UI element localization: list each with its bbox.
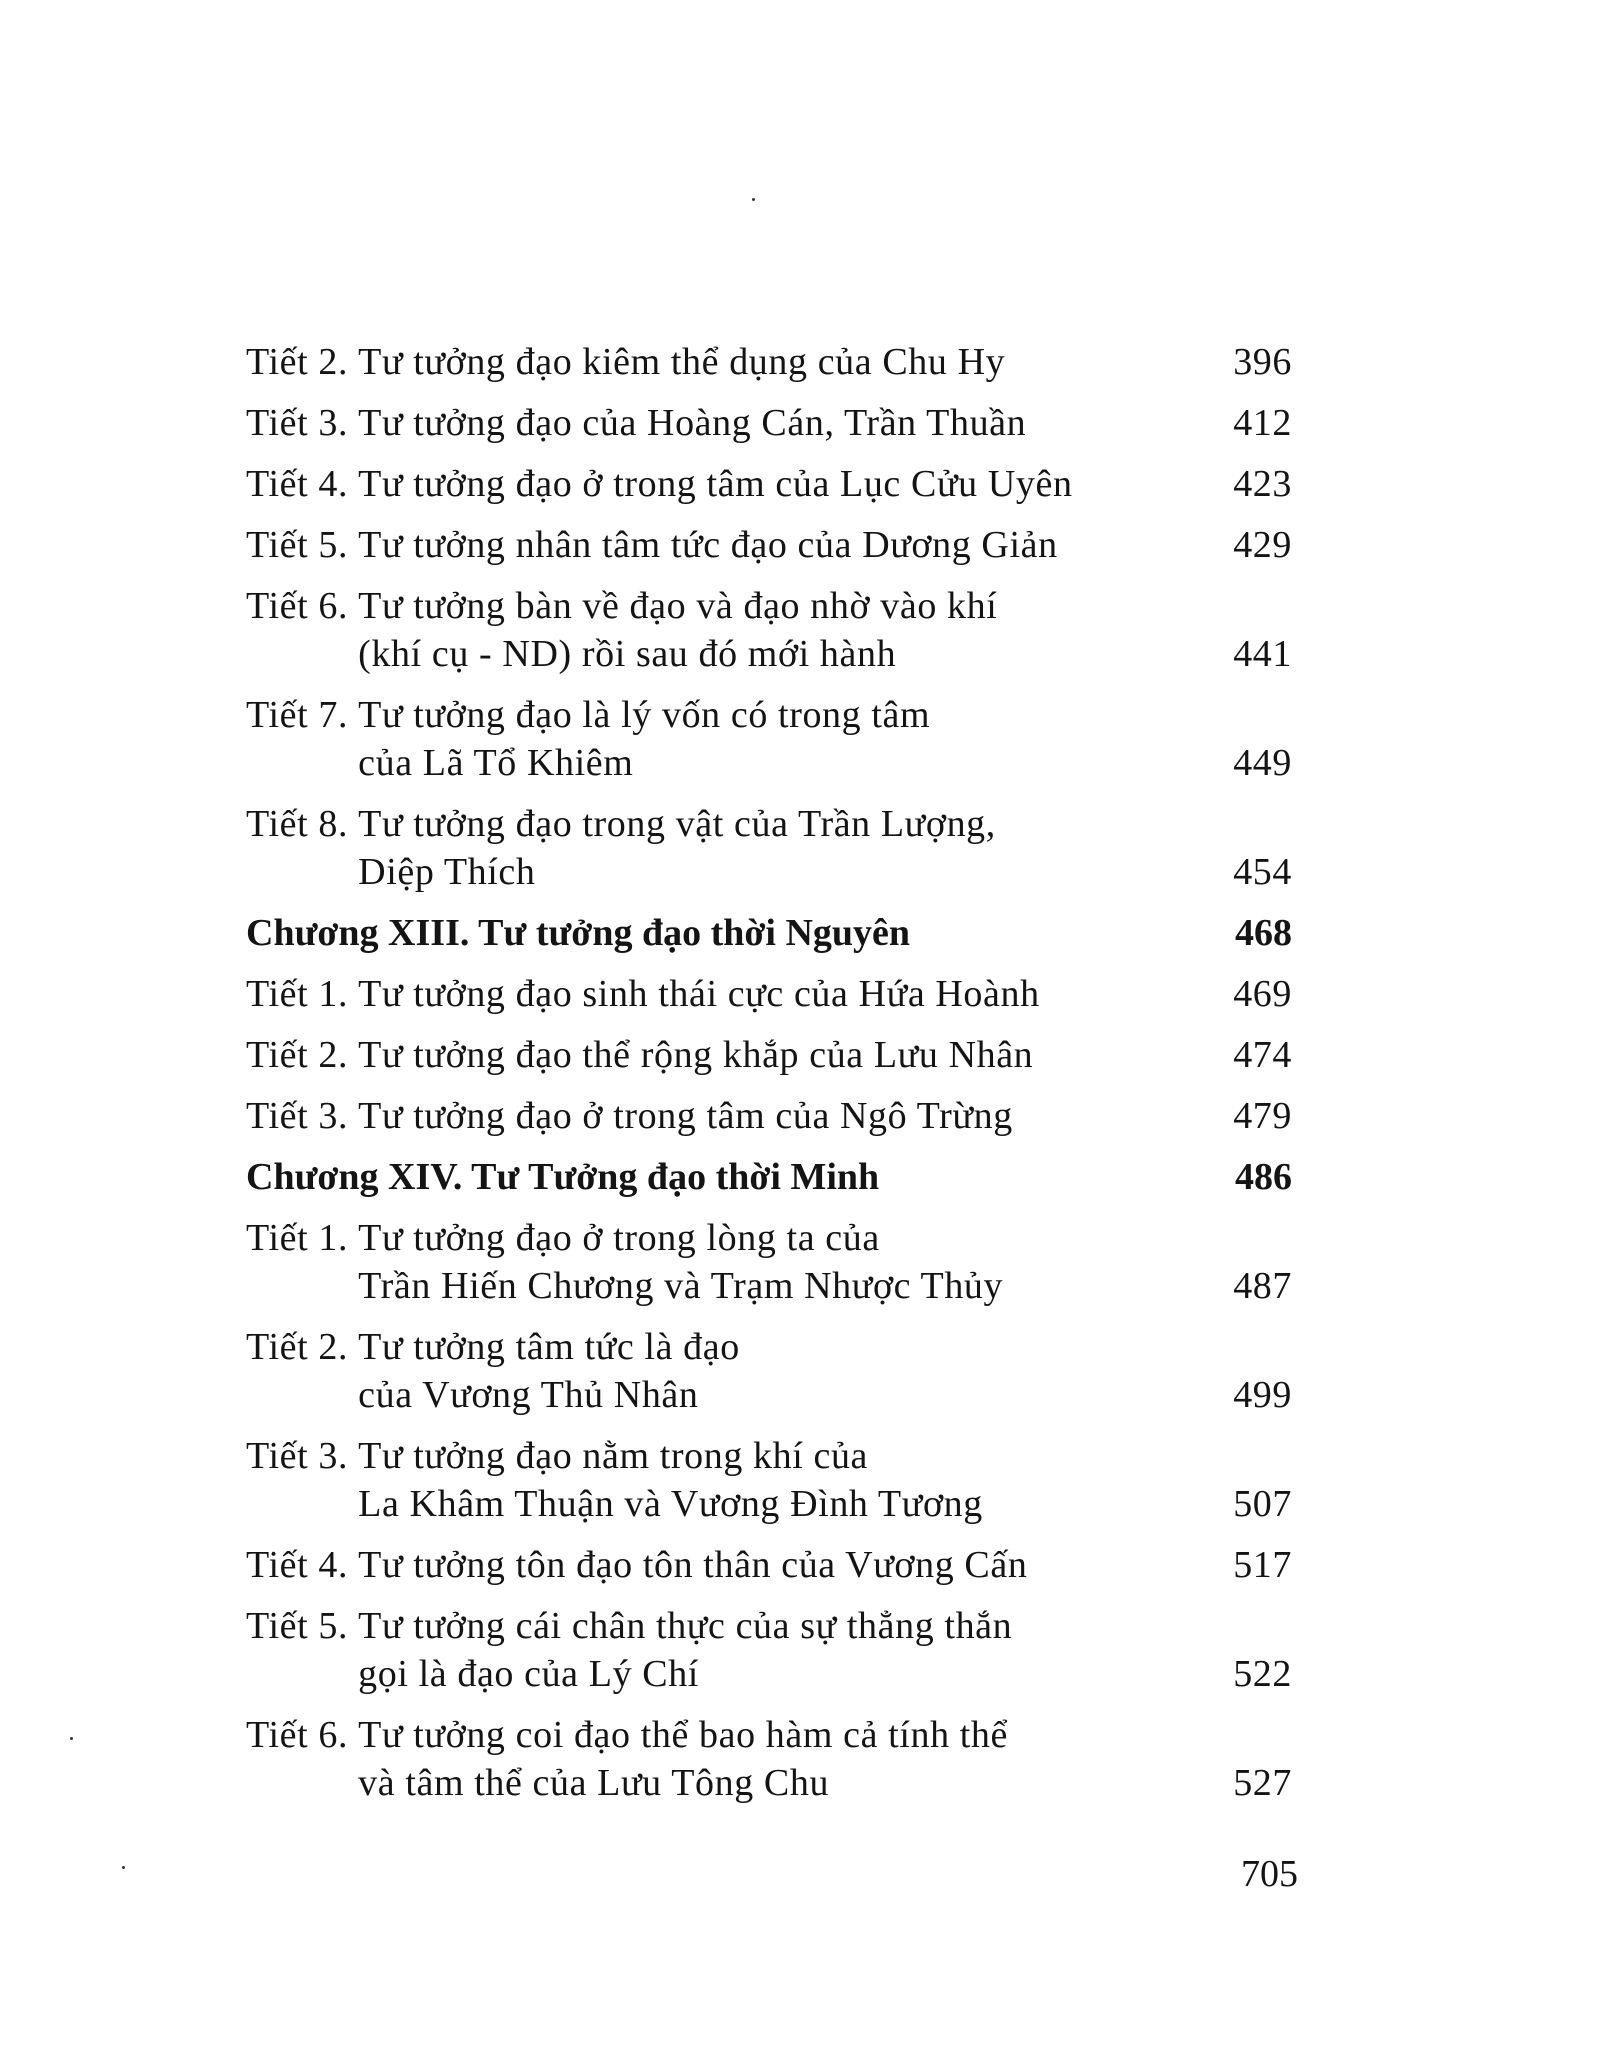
toc-entry-title <box>246 909 1202 957</box>
toc-entry-prefix: Tiết 1. <box>246 973 359 1015</box>
toc-entry-title <box>358 1031 1202 1079</box>
toc-entry-title-line: Tư tưởng đạo thể rộng khắp của Lưu Nhân <box>358 1034 1034 1076</box>
toc-entry-label <box>246 800 1202 896</box>
toc-entry-title-line: Tư tưởng cái chân thực của sự thẳng thắn <box>358 1605 1013 1647</box>
table-of-contents <box>246 338 1292 1820</box>
toc-entry-title <box>358 521 1202 569</box>
toc-entry-title-line: Tư tưởng đạo ở trong tâm của Ngô Trừng <box>358 1095 1013 1137</box>
toc-entry-page-number: 517 <box>1233 1544 1292 1586</box>
toc-entry-page-number: 449 <box>1233 742 1292 784</box>
toc-entry-page-number: 479 <box>1233 1095 1292 1137</box>
toc-entry-label <box>246 1153 1202 1201</box>
toc-chapter-entry <box>246 909 1292 957</box>
toc-entry-title-line: Tư tưởng đạo trong vật của Trần Lượng, <box>358 803 996 845</box>
toc-entry-page-number: 468 <box>1235 912 1292 954</box>
toc-entry-label <box>246 1092 1202 1140</box>
toc-entry-title-line: (khí cụ - ND) rồi sau đó mới hành <box>358 633 897 675</box>
toc-section-entry <box>246 1214 1292 1310</box>
toc-entry-page-number: 522 <box>1233 1653 1292 1695</box>
scan-speck <box>70 1737 73 1740</box>
toc-entry-page-number: 423 <box>1233 463 1292 505</box>
toc-entry-label <box>246 1031 1202 1079</box>
toc-section-entry <box>246 338 1292 386</box>
toc-entry-title <box>358 1214 1202 1310</box>
toc-entry-title <box>246 1153 1202 1201</box>
scan-speck <box>122 1866 125 1869</box>
toc-entry-title <box>358 1323 1202 1419</box>
toc-entry-title <box>358 460 1202 508</box>
toc-entry-label <box>246 691 1202 787</box>
toc-entry-page-number: 469 <box>1233 973 1292 1015</box>
toc-section-entry <box>246 1092 1292 1140</box>
toc-entry-label <box>246 1432 1202 1528</box>
toc-entry-title-line: Tư tưởng đạo là lý vốn có trong tâm <box>358 694 931 736</box>
toc-entry-prefix: Tiết 5. <box>246 1605 359 1647</box>
toc-entry-prefix: Tiết 4. <box>246 1544 359 1586</box>
toc-entry-title-line: Tư tưởng tôn đạo tôn thân của Vương Cấn <box>358 1544 1028 1586</box>
toc-entry-prefix: Tiết 6. <box>246 1714 359 1756</box>
toc-entry-label <box>246 521 1202 569</box>
toc-entry-title-line: Tư tưởng đạo ở trong lòng ta của <box>358 1217 880 1259</box>
toc-entry-page-number: 474 <box>1233 1034 1292 1076</box>
toc-entry-page-number: 499 <box>1233 1374 1292 1416</box>
toc-entry-title <box>358 970 1202 1018</box>
toc-entry-title-line: Trần Hiến Chương và Trạm Nhược Thủy <box>358 1265 1004 1307</box>
toc-section-entry <box>246 1031 1292 1079</box>
toc-entry-title-line: Tư tưởng nhân tâm tức đạo của Dương Giản <box>358 524 1058 566</box>
toc-entry-title-line: Tư tưởng đạo kiêm thể dụng của Chu Hy <box>358 341 1006 383</box>
toc-entry-title <box>358 1541 1202 1589</box>
toc-entry-title-line: Tư tưởng đạo ở trong tâm của Lục Cửu Uyên <box>358 463 1073 505</box>
toc-entry-title-line: Tư tưởng tâm tức là đạo <box>358 1326 740 1368</box>
toc-entry-prefix: Tiết 1. <box>246 1217 359 1259</box>
toc-entry-prefix: Tiết 2. <box>246 1326 359 1368</box>
toc-entry-label <box>246 338 1202 386</box>
toc-entry-page-number: 486 <box>1235 1156 1292 1198</box>
toc-entry-title <box>358 1711 1202 1807</box>
toc-section-entry <box>246 691 1292 787</box>
toc-entry-prefix: Tiết 4. <box>246 463 359 505</box>
toc-entry-label <box>246 1214 1202 1310</box>
toc-entry-label <box>246 909 1202 957</box>
toc-entry-title <box>358 582 1202 678</box>
toc-entry-title-line: gọi là đạo của Lý Chí <box>358 1653 699 1695</box>
toc-section-entry <box>246 970 1292 1018</box>
toc-entry-prefix: Tiết 7. <box>246 694 359 736</box>
toc-entry-title-line: Chương XIV. Tư Tưởng đạo thời Minh <box>246 1156 880 1198</box>
toc-entry-title-line: Tư tưởng bàn về đạo và đạo nhờ vào khí <box>358 585 998 627</box>
toc-chapter-entry <box>246 1153 1292 1201</box>
toc-entry-label <box>246 970 1202 1018</box>
toc-entry-title <box>358 338 1202 386</box>
toc-entry-prefix: Tiết 3. <box>246 1095 359 1137</box>
toc-entry-title-line: Diệp Thích <box>358 851 536 893</box>
toc-entry-title <box>358 1602 1202 1698</box>
toc-section-entry <box>246 1541 1292 1589</box>
toc-entry-label <box>246 1323 1202 1419</box>
toc-entry-label <box>246 460 1202 508</box>
toc-entry-prefix: Tiết 2. <box>246 1034 359 1076</box>
toc-entry-title-line: Tư tưởng coi đạo thể bao hàm cả tính thể <box>358 1714 1009 1756</box>
toc-section-entry <box>246 582 1292 678</box>
toc-entry-page-number: 507 <box>1233 1483 1292 1525</box>
toc-entry-title-line: Tư tưởng đạo của Hoàng Cán, Trần Thuần <box>358 402 1027 444</box>
toc-entry-label <box>246 1602 1202 1698</box>
toc-section-entry <box>246 521 1292 569</box>
toc-section-entry <box>246 800 1292 896</box>
toc-section-entry <box>246 460 1292 508</box>
toc-section-entry <box>246 399 1292 447</box>
toc-entry-label <box>246 399 1202 447</box>
toc-entry-title-line: Tư tưởng đạo nằm trong khí của <box>358 1435 869 1477</box>
toc-entry-title-line: và tâm thể của Lưu Tông Chu <box>358 1762 830 1804</box>
toc-entry-title <box>358 1092 1202 1140</box>
toc-entry-page-number: 412 <box>1233 402 1292 444</box>
toc-entry-page-number: 527 <box>1233 1762 1292 1804</box>
toc-entry-title-line: của Lã Tổ Khiêm <box>358 742 634 784</box>
scan-speck <box>752 198 755 201</box>
toc-entry-prefix: Tiết 5. <box>246 524 359 566</box>
toc-section-entry <box>246 1602 1292 1698</box>
toc-section-entry <box>246 1711 1292 1807</box>
toc-entry-label <box>246 582 1202 678</box>
toc-entry-title-line: Chương XIII. Tư tưởng đạo thời Nguyên <box>246 912 911 954</box>
toc-entry-title <box>358 1432 1202 1528</box>
toc-section-entry <box>246 1323 1292 1419</box>
toc-section-entry <box>246 1432 1292 1528</box>
toc-entry-page-number: 441 <box>1233 633 1292 675</box>
toc-entry-title-line: của Vương Thủ Nhân <box>358 1374 699 1416</box>
toc-entry-page-number: 487 <box>1233 1265 1292 1307</box>
toc-entry-page-number: 454 <box>1233 851 1292 893</box>
toc-entry-page-number: 396 <box>1233 341 1292 383</box>
toc-entry-title <box>358 399 1202 447</box>
toc-entry-label <box>246 1711 1202 1807</box>
toc-entry-prefix: Tiết 6. <box>246 585 359 627</box>
toc-entry-title-line: Tư tưởng đạo sinh thái cực của Hứa Hoành <box>358 973 1040 1015</box>
toc-entry-prefix: Tiết 8. <box>246 803 359 845</box>
page-number: 705 <box>1241 1853 1298 1895</box>
toc-entry-prefix: Tiết 3. <box>246 402 359 444</box>
toc-entry-title <box>358 800 1202 896</box>
toc-entry-title <box>358 691 1202 787</box>
toc-entry-prefix: Tiết 2. <box>246 341 359 383</box>
toc-entry-title-line: La Khâm Thuận và Vương Đình Tương <box>358 1483 983 1525</box>
toc-entry-prefix: Tiết 3. <box>246 1435 359 1477</box>
toc-entry-label <box>246 1541 1202 1589</box>
toc-entry-page-number: 429 <box>1233 524 1292 566</box>
